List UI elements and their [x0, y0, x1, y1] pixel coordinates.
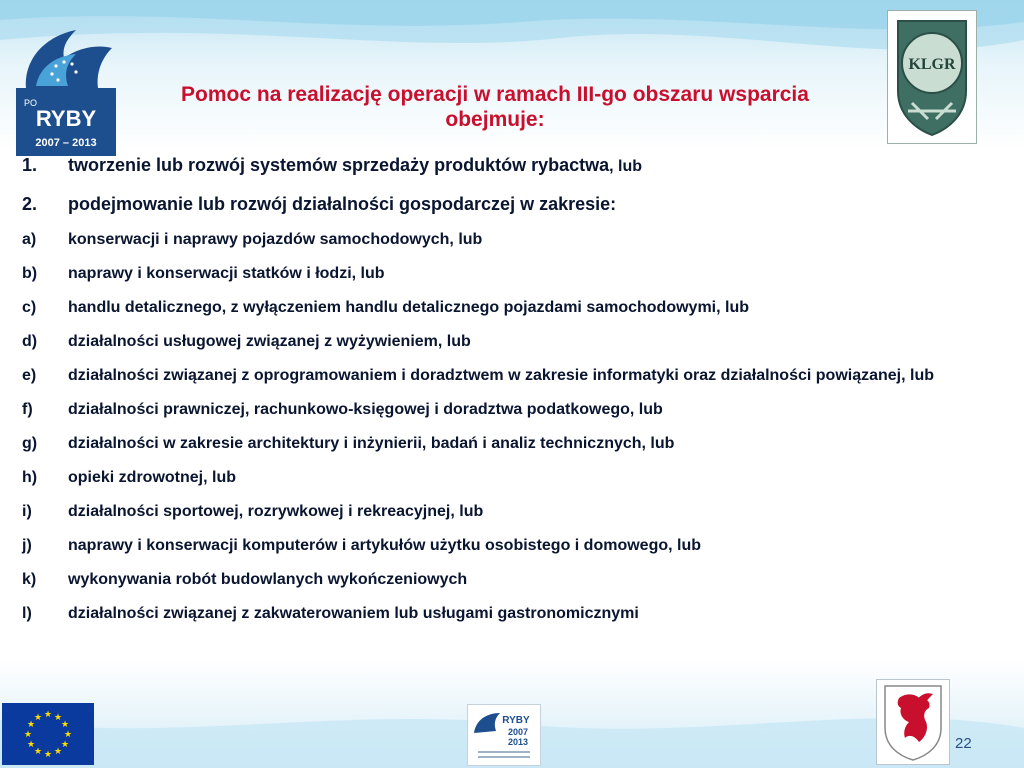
svg-text:★: ★	[60, 740, 70, 750]
list-item	[22, 154, 1012, 178]
list-item-text: działalności prawniczej, rachunkowo-księgowej i doradztwa podatkowego, lub	[68, 401, 663, 418]
svg-text:★: ★	[33, 713, 43, 723]
list-item	[22, 570, 1012, 590]
list-item	[22, 604, 1012, 624]
list-item	[22, 193, 1012, 215]
list-item-number: g)	[22, 435, 38, 452]
svg-text:★: ★	[53, 747, 63, 757]
list-item-number: d)	[22, 333, 38, 350]
svg-text:★: ★	[23, 730, 33, 740]
svg-text:★: ★	[60, 720, 70, 730]
list-item-text: naprawy i konserwacji komputerów i artykułów użytku osobistego i domowego, lub	[68, 537, 701, 554]
list-item-text: podejmowanie lub rozwój działalności gospodarczej w zakresie:	[68, 194, 617, 214]
list-item	[22, 298, 1012, 318]
klgr-emblem	[887, 10, 977, 144]
logo-po-text: PO	[24, 98, 38, 108]
list-item-suffix: , lub	[609, 158, 642, 175]
list-item	[22, 230, 1012, 250]
logo-years-text: 2007 – 2013	[35, 137, 97, 149]
svg-text:★: ★	[53, 713, 63, 723]
list-item-number: f)	[22, 401, 33, 418]
list-item-number: 1.	[22, 155, 38, 175]
list-item-text: konserwacji i naprawy pojazdów samochodowych, lub	[68, 231, 483, 248]
list-item-number: k)	[22, 571, 37, 588]
list-item-text: działalności związanej z oprogramowaniem i doradztwem w zakresie informatyki oraz działalności powiązanej, lub	[68, 367, 934, 384]
emblem-monogram: KLGR	[908, 56, 956, 73]
small-logo-po: PO	[484, 717, 492, 723]
logo-ryby-text: RYBY	[35, 106, 97, 131]
list-item	[22, 502, 1012, 522]
list-item-text: działalności związanej z zakwaterowaniem lub usługami gastronomicznymi	[68, 605, 639, 622]
page-number: 22	[955, 735, 972, 752]
small-logo-year2: 2013	[507, 737, 529, 747]
small-logo-year1: 2007	[507, 727, 529, 737]
slide-title: Pomoc na realizację operacji w ramach III-go obszaru wsparcia obejmuje:	[181, 83, 809, 131]
list-item-number: l)	[22, 605, 32, 622]
list-item	[22, 264, 1012, 284]
eu-flag-icon	[2, 703, 94, 765]
griffin-crest-icon	[876, 679, 950, 765]
list-item-number: e)	[22, 367, 37, 384]
po-ryby-small-logo	[467, 704, 541, 766]
po-ryby-logo	[16, 18, 116, 158]
list-item-text: opieki zdrowotnej, lub	[68, 469, 236, 486]
list-item-number: c)	[22, 299, 37, 316]
list-item-number: i)	[22, 503, 32, 520]
list-item-text: działalności w zakresie architektury i inżynierii, badań i analiz technicznych, lub	[68, 435, 675, 452]
list-item-text: tworzenie lub rozwój systemów sprzedaży produktów rybactwa	[68, 155, 610, 175]
list-item-number: a)	[22, 231, 37, 248]
svg-text:★: ★	[26, 720, 36, 730]
list-item	[22, 536, 1012, 556]
svg-text:★: ★	[43, 710, 53, 720]
list-item-number: b)	[22, 265, 38, 282]
list-item-text: naprawy i konserwacji statków i łodzi, lub	[68, 265, 385, 282]
list-item-text: handlu detalicznego, z wyłączeniem handlu detalicznego pojazdami samochodowymi, lub	[68, 299, 749, 316]
list-item	[22, 366, 1012, 386]
list-item	[22, 468, 1012, 488]
list-item-number: h)	[22, 469, 38, 486]
svg-text:★: ★	[33, 747, 43, 757]
list-item	[22, 434, 1012, 454]
small-logo-ryby: RYBY	[502, 715, 530, 726]
list-item-text: działalności usługowej związanej z wyżywieniem, lub	[68, 333, 471, 350]
svg-text:★: ★	[43, 750, 53, 760]
list-item-number: j)	[22, 537, 32, 554]
svg-text:★: ★	[26, 740, 36, 750]
list-item-text: wykonywania robót budowlanych wykończeniowych	[68, 571, 468, 588]
operation-list	[22, 154, 1012, 638]
list-item-text: działalności sportowej, rozrywkowej i rekreacyjnej, lub	[68, 503, 484, 520]
list-item	[22, 332, 1012, 352]
list-item-number: 2.	[22, 194, 38, 214]
svg-text:★: ★	[63, 730, 73, 740]
list-item	[22, 400, 1012, 420]
